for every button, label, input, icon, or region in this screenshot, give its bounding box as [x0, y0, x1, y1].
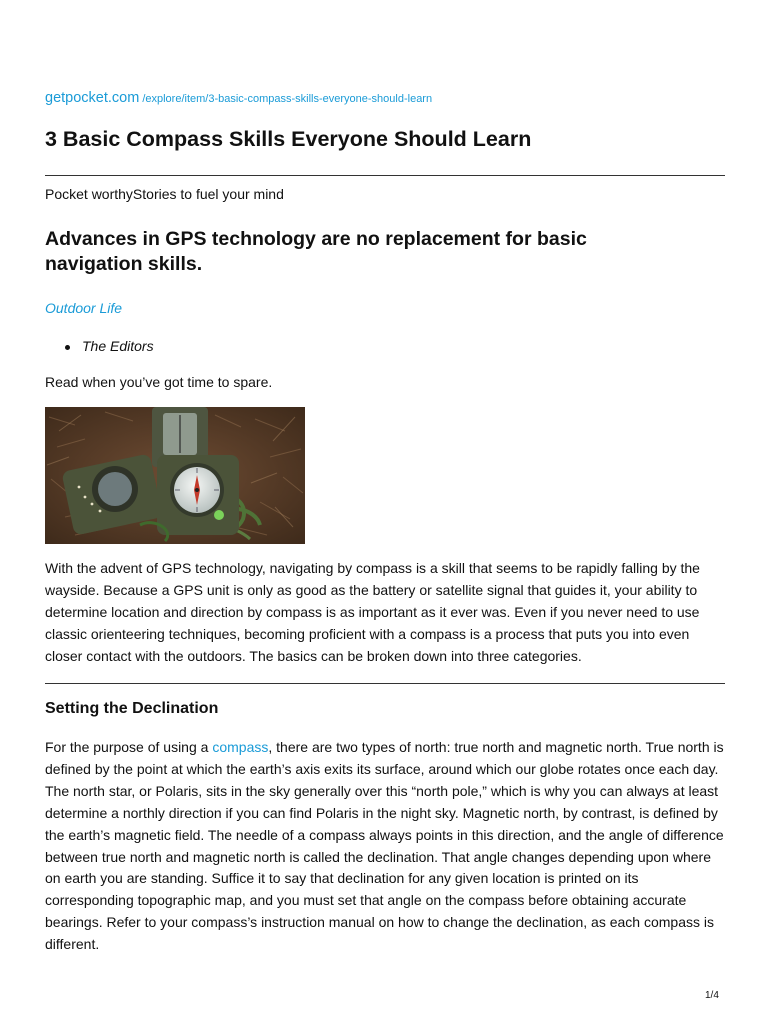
- paragraph-text: For the purpose of using a: [45, 739, 213, 755]
- publisher-link[interactable]: Outdoor Life: [45, 300, 123, 316]
- paragraph-text: , there are two types of north: true north and magnetic north. True north is defined by the point at which the earth’s axis exits its surface, around which our globe rotates once each day. The north star, or Polaris, sits in the sky generally over this “north pole,” which is why you can always at least determine a northly direction if you can find Polaris in the night sky. Magnetic north, by contrast, is defined by the earth’s magnetic field. The needle of a compass always points in this direction, and the angle of difference between true north and magnetic north is called the declination. That angle changes depending upon where on earth you are standing. Suffice it to say that declination for any given location is printed on its corresponding topographic map, and you must set that angle on the compass before obtaining accurate bearings. Refer to your compass’s instruction manual on how to change the declination, as each compass is different.: [45, 739, 724, 953]
- divider: [45, 175, 725, 176]
- read-time-note: Read when you’ve got time to spare.: [45, 374, 273, 390]
- section-heading: Setting the Declination: [45, 700, 219, 717]
- source-host-link[interactable]: getpocket.com: [45, 90, 140, 106]
- source-url: [45, 89, 432, 107]
- pocket-tagline: Pocket worthyStories to fuel your mind: [45, 186, 284, 202]
- compass-link[interactable]: compass: [212, 739, 269, 755]
- compass-photo: [45, 407, 305, 544]
- article-subhead: Advances in GPS technology are no replacement for basic navigation skills.: [45, 228, 587, 275]
- author-name: The Editors: [82, 338, 154, 354]
- intro-paragraph: With the advent of GPS technology, navigating by compass is a skill that seems to be rapidly falling by the wayside. Because a GPS unit is only as good as the battery or satellite signal that guides it, your ability to determine location and direction by compass is as important as it ever was. Even if you never need to use classic orienteering techniques, becoming proficient with a compass is a process that puts you into even closer contact with the outdoors. The basics can be broken down into three categories.: [45, 560, 700, 664]
- bullet-icon: [65, 345, 70, 350]
- author-item: [65, 338, 154, 354]
- source-path-link[interactable]: /explore/item/3-basic-compass-skills-everyone-should-learn: [142, 93, 433, 105]
- declination-paragraph: [45, 737, 725, 956]
- article-title: 3 Basic Compass Skills Everyone Should Learn: [45, 127, 532, 151]
- compass-photo-illustration: [45, 407, 305, 544]
- author-list: [65, 338, 154, 354]
- divider: [45, 683, 725, 684]
- page-number: 1/4: [705, 990, 719, 1001]
